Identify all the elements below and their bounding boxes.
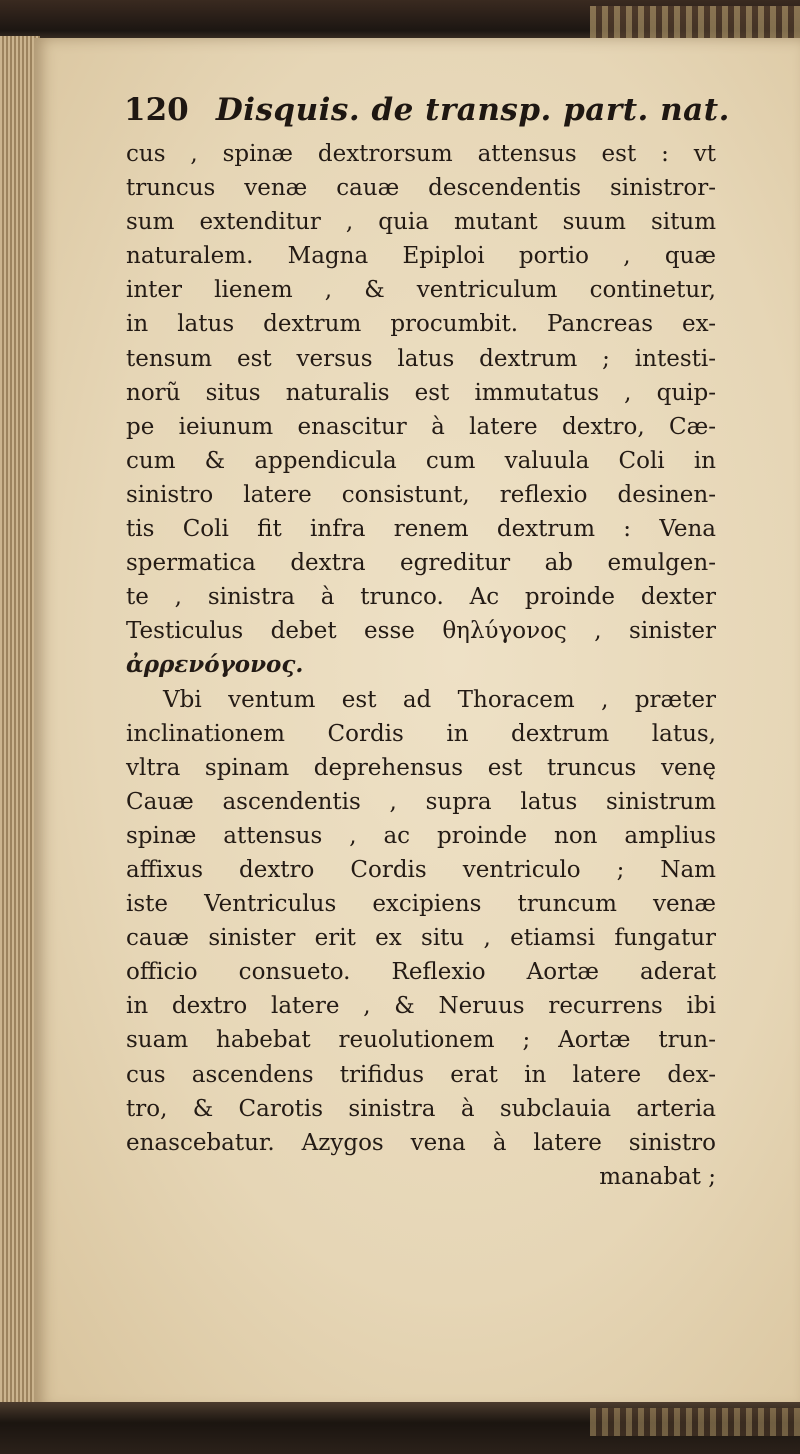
text-line: Testiculus debet esse θηλύγονος , sinister bbox=[126, 618, 716, 645]
gilt-ornament-bottom bbox=[590, 1408, 800, 1436]
bottom-binding bbox=[0, 1402, 800, 1454]
text-line: in dextro latere , & Neruus recurrens ibi bbox=[126, 993, 716, 1020]
text-line: te , sinistra à trunco. Ac proinde dexter bbox=[126, 584, 716, 611]
text-line: officio consueto. Reflexio Aortæ aderat bbox=[126, 959, 716, 986]
text-line: spermatica dextra egreditur ab emulgen- bbox=[126, 550, 716, 577]
text-line: pe ieiunum enascitur à latere dextro, Cæ- bbox=[126, 413, 716, 440]
greek-word-line: ἀρρενόγονος. bbox=[126, 651, 304, 679]
text-line: cauæ sinister erit ex situ , etiamsi fungatur bbox=[126, 925, 716, 952]
text-block bbox=[126, 137, 716, 1194]
text-line: sum extenditur , quia mutant suum situm bbox=[126, 209, 716, 236]
text-line: inter lienem , & ventriculum continetur, bbox=[126, 277, 716, 304]
text-line: iste Ventriculus excipiens truncum venæ bbox=[126, 891, 716, 918]
text-line: tis Coli fit infra renem dextrum : Vena bbox=[126, 516, 716, 543]
running-head bbox=[124, 92, 730, 128]
text-line: tensum est versus latus dextrum ; intesti- bbox=[126, 345, 716, 372]
catchword: manabat ; bbox=[599, 1163, 716, 1190]
text-line: enascebatur. Azygos vena à latere sinistro bbox=[126, 1129, 716, 1156]
text-line: inclinationem Cordis in dextrum latus, bbox=[126, 720, 716, 747]
text-line: cum & appendicula cum valuula Coli in bbox=[126, 447, 716, 474]
text-line: cus , spinæ dextrorsum attensus est : vt bbox=[126, 141, 716, 167]
text-line: tro, & Carotis sinistra à subclauia arteria bbox=[126, 1095, 716, 1122]
text-line: sinistro latere consistunt, reflexio desinen- bbox=[126, 481, 716, 508]
text-line: spinæ attensus , ac proinde non amplius bbox=[126, 822, 716, 849]
gilt-ornament-top bbox=[590, 6, 800, 38]
running-title: Disquis. de transp. part. nat. bbox=[215, 92, 730, 128]
text-line: truncus venæ cauæ descendentis sinistror- bbox=[126, 175, 716, 202]
text-line: Cauæ ascendentis , supra latus sinistrum bbox=[126, 788, 716, 815]
text-line: suam habebat reuolutionem ; Aortæ trun- bbox=[126, 1027, 716, 1054]
text-line: naturalem. Magna Epiploi portio , quæ bbox=[126, 243, 716, 270]
paragraph-start-line: Vbi ventum est ad Thoracem , præter bbox=[163, 686, 716, 713]
text-line: norũ situs naturalis est immutatus , quip- bbox=[126, 379, 716, 406]
text-line: affixus dextro Cordis ventriculo ; Nam bbox=[126, 856, 716, 883]
text-line: vltra spinam deprehensus est truncus venę bbox=[126, 754, 716, 781]
text-line: in latus dextrum procumbit. Pancreas ex- bbox=[126, 311, 716, 338]
text-line: cus ascendens trifidus erat in latere dex- bbox=[126, 1061, 716, 1088]
page-number: 120 bbox=[124, 92, 189, 128]
